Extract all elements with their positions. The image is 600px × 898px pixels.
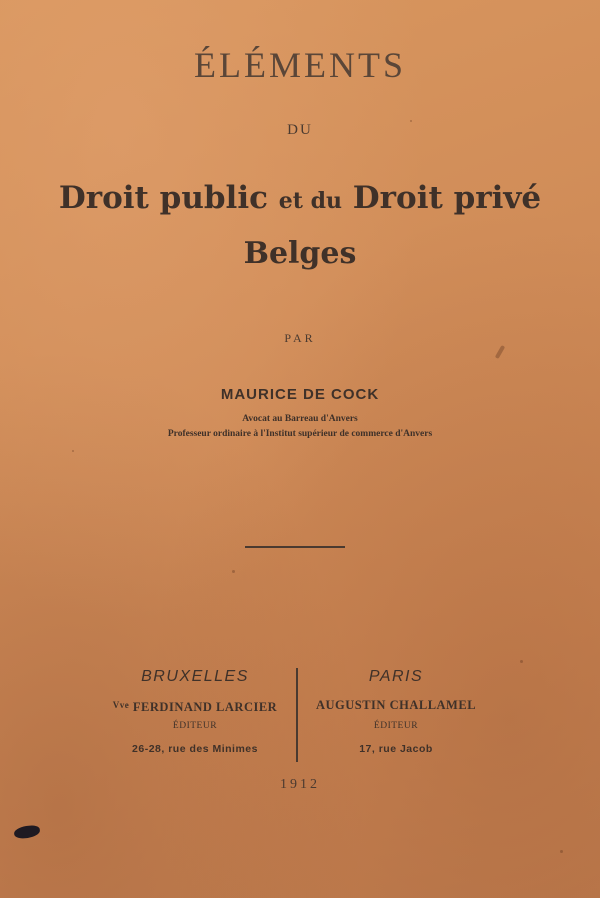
paper-speck [495,345,505,359]
paper-speck [232,570,235,573]
publisher-left-name-text: FERDINAND LARCIER [132,700,278,714]
publisher-left [100,664,290,760]
paper-speck [560,850,563,853]
main-title-part2: et du [278,188,342,214]
publisher-left-role: ÉDITEUR [172,721,218,731]
cover-title: ÉLÉMENTS [194,45,406,85]
main-title-part1: Droit public [58,180,268,216]
publication-year: 1912 [280,777,320,792]
publisher-divider [296,668,298,762]
by-label: PAR [284,331,316,345]
paper-speck [72,450,74,452]
publisher-right-city: PARIS [368,668,424,685]
cover-connector: DU [287,122,313,138]
publisher-left-address: 26-28, rue des Minimes [132,743,258,755]
author-role-1: Avocat au Barreau d'Anvers [242,414,358,424]
publisher-right-address: 17, rue Jacob [359,743,433,755]
publisher-right-name: AUGUSTIN CHALLAMEL [315,698,477,712]
publisher-left-city: BRUXELLES [141,668,249,685]
main-title-line2: Belges [243,236,357,271]
ink-stain [13,824,40,840]
publisher-left-prefix: Vve [112,700,130,710]
main-title-part3: Droit privé [352,180,542,216]
main-title-line1 [0,180,600,216]
divider-rule [245,546,345,548]
author-role-2: Professeur ordinaire à l'Institut supérieur de commerce d'Anvers [167,429,433,439]
paper-speck [520,660,523,663]
publisher-right [302,664,490,760]
publisher-right-role: ÉDITEUR [373,721,419,731]
author-name: MAURICE DE COCK [220,386,380,403]
publisher-left-name [100,694,290,716]
